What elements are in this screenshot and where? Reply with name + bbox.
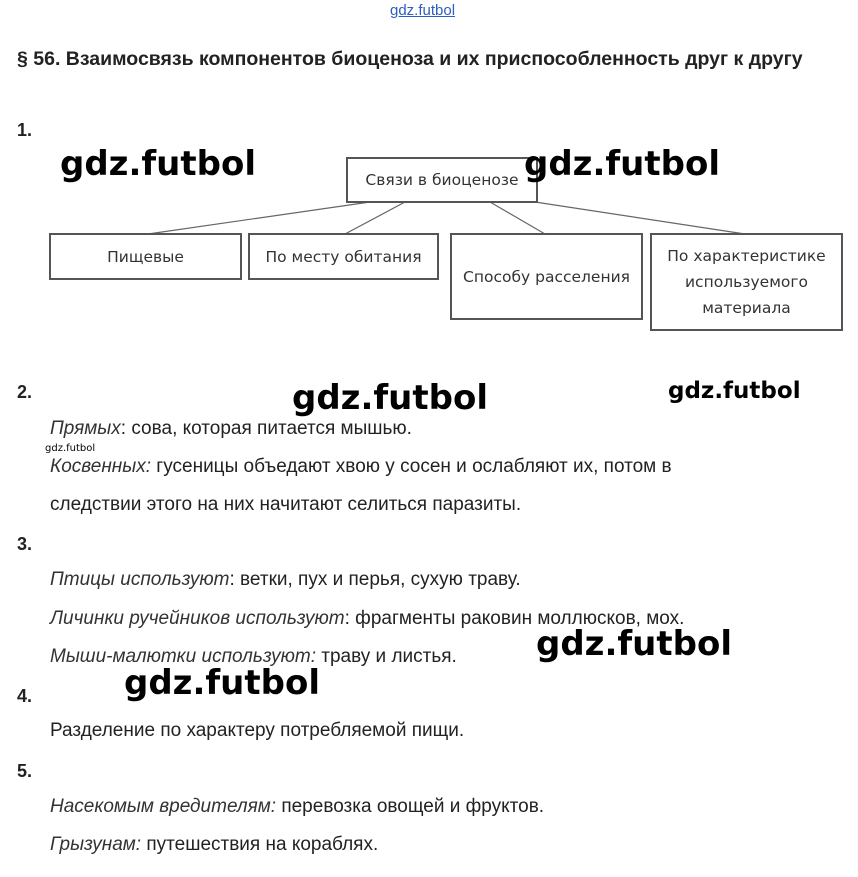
diagram-child-dispersal: Способу расселения xyxy=(450,233,643,320)
connector-line xyxy=(490,202,545,234)
answer-line: Грызунам: путешествия на кораблях. xyxy=(50,834,379,855)
watermark: gdz.futbol xyxy=(668,378,801,404)
section-number-4: 4. xyxy=(17,686,33,706)
page-title: § 56. Взаимосвязь компонентов биоценоза и их приспособленность друг к другу xyxy=(17,48,803,70)
section-number-5: 5. xyxy=(17,761,33,781)
answer-line: Косвенных: гусеницы объедают хвою у сосен и ослабляют их, потом в xyxy=(50,456,672,477)
watermark: gdz.futbol xyxy=(124,663,320,703)
answer-line: Мыши-малютки используют: траву и листья. xyxy=(50,646,457,667)
diagram-child-habitat: По месту обитания xyxy=(248,233,439,280)
answer-line: Личинки ручейников используют: фрагменты раковин моллюсков, мох. xyxy=(50,608,685,629)
answer-line: Насекомым вредителям: перевозка овощей и фруктов. xyxy=(50,796,545,817)
answer-line: следствии этого на них начитают селиться паразиты. xyxy=(50,494,522,515)
site-link[interactable]: gdz.futbol xyxy=(390,2,456,19)
answer-line: Птицы используют: ветки, пух и перья, сухую траву. xyxy=(50,569,521,590)
answer-line: Прямых: сова, которая питается мышью. xyxy=(50,418,412,439)
watermark: gdz.futbol xyxy=(536,624,732,664)
connector-line xyxy=(345,202,405,234)
diagram-root-box: Связи в биоценозе xyxy=(346,157,538,203)
watermark: gdz.futbol xyxy=(292,378,488,418)
diagram-child-food: Пищевые xyxy=(49,233,242,280)
watermark: gdz.futbol xyxy=(524,144,720,184)
section-number-3: 3. xyxy=(17,534,33,554)
connector-line xyxy=(148,202,370,234)
connector-line xyxy=(535,202,745,234)
section-number-1: 1. xyxy=(17,120,33,140)
answer-line: Разделение по характеру потребляемой пищи. xyxy=(50,720,465,741)
watermark: gdz.futbol xyxy=(45,443,96,454)
watermark: gdz.futbol xyxy=(60,144,256,184)
diagram-child-material: По характеристике используемого материала xyxy=(650,233,843,331)
section-number-2: 2. xyxy=(17,382,33,402)
